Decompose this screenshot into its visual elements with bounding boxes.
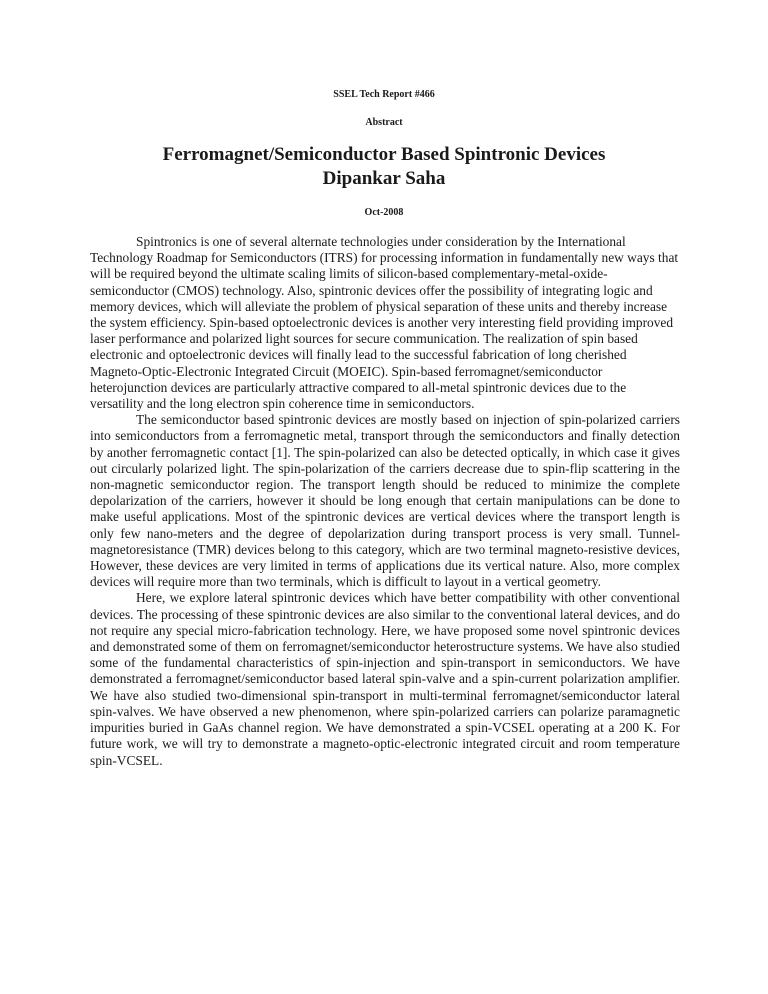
abstract-body xyxy=(90,234,680,769)
report-number: SSEL Tech Report #466 xyxy=(333,89,435,100)
report-date: Oct-2008 xyxy=(364,207,404,218)
document-title: Ferromagnet/Semiconductor Based Spintronic Devices xyxy=(162,144,606,165)
author-name: Dipankar Saha xyxy=(322,168,446,189)
abstract-paragraph-2: The semiconductor based spintronic devices are mostly based on injection of spin-polarized carriers into semiconductors from a ferromagnetic metal, transport through the semiconductors and finally detection by another ferromagnetic contact [1]. The spin-polarized can also be detected optically, in which case it gives out circularly polarized light. The spin-polarization of the carriers decrease due to spin-flip scattering in the non-magnetic semiconductor region. The transport length should be reduced to minimize the complete depolarization of the carriers, however it should be long enough that certain manipulations can be done to make useful applications. Most of the spintronic devices are vertical devices where the transport length is only few nano-meters and the degree of depolarization during transport process is very small. Tunnel-magnetoresistance (TMR) devices belong to this category, which are two terminal magneto-resistive devices, However, these devices are very limited in terms of applications due its vertical nature. Also, more complex devices will require more than two terminals, which is difficult to layout in a vertical geometry. xyxy=(90,412,680,590)
abstract-label: Abstract xyxy=(365,117,403,128)
abstract-paragraph-1: Spintronics is one of several alternate technologies under consideration by the International Technology Roadmap for Semiconductors (ITRS) for processing information in fundamentally new ways that will be required beyond the ultimate scaling limits of silicon-based complementary-metal-oxide-semiconductor (CMOS) technology. Also, spintronic devices offer the possibility of integrating logic and memory devices, which will alleviate the problem of physical separation of these units and thereby increase the system efficiency. Spin-based optoelectronic devices is another very interesting field providing improved laser performance and polarized light sources for secure communication. The realization of spin based electronic and optoelectronic devices will finally lead to the successful fabrication of long cherished Magneto-Optic-Electronic Integrated Circuit (MOEIC). Spin-based ferromagnet/semiconductor heterojunction devices are particularly attractive compared to all-metal spintronic devices due to the versatility and the long electron spin coherence time in semiconductors. xyxy=(90,234,679,412)
abstract-paragraph-3: Here, we explore lateral spintronic devices which have better compatibility with other conventional devices. The processing of these spintronic devices are also similar to the conventional lateral devices, and do not require any special micro-fabrication technology. Here, we have proposed some novel spintronic devices and demonstrated some of them on ferromagnet/semiconductor heterostructure systems. We have also studied some of the fundamental characteristics of spin-injection and spin-transport in semiconductors. We have demonstrated a ferromagnet/semiconductor based lateral spin-valve and a spin-current polarization amplifier. We have also studied two-dimensional spin-transport in multi-terminal ferromagnet/semiconductor lateral spin-valves. We have observed a new phenomenon, where spin-polarized carriers can polarize paramagnetic impurities buried in GaAs channel region. We have demonstrated a spin-VCSEL operating at a 200 K. For future work, we will try to demonstrate a magneto-optic-electronic integrated circuit and room temperature spin-VCSEL. xyxy=(90,590,680,768)
